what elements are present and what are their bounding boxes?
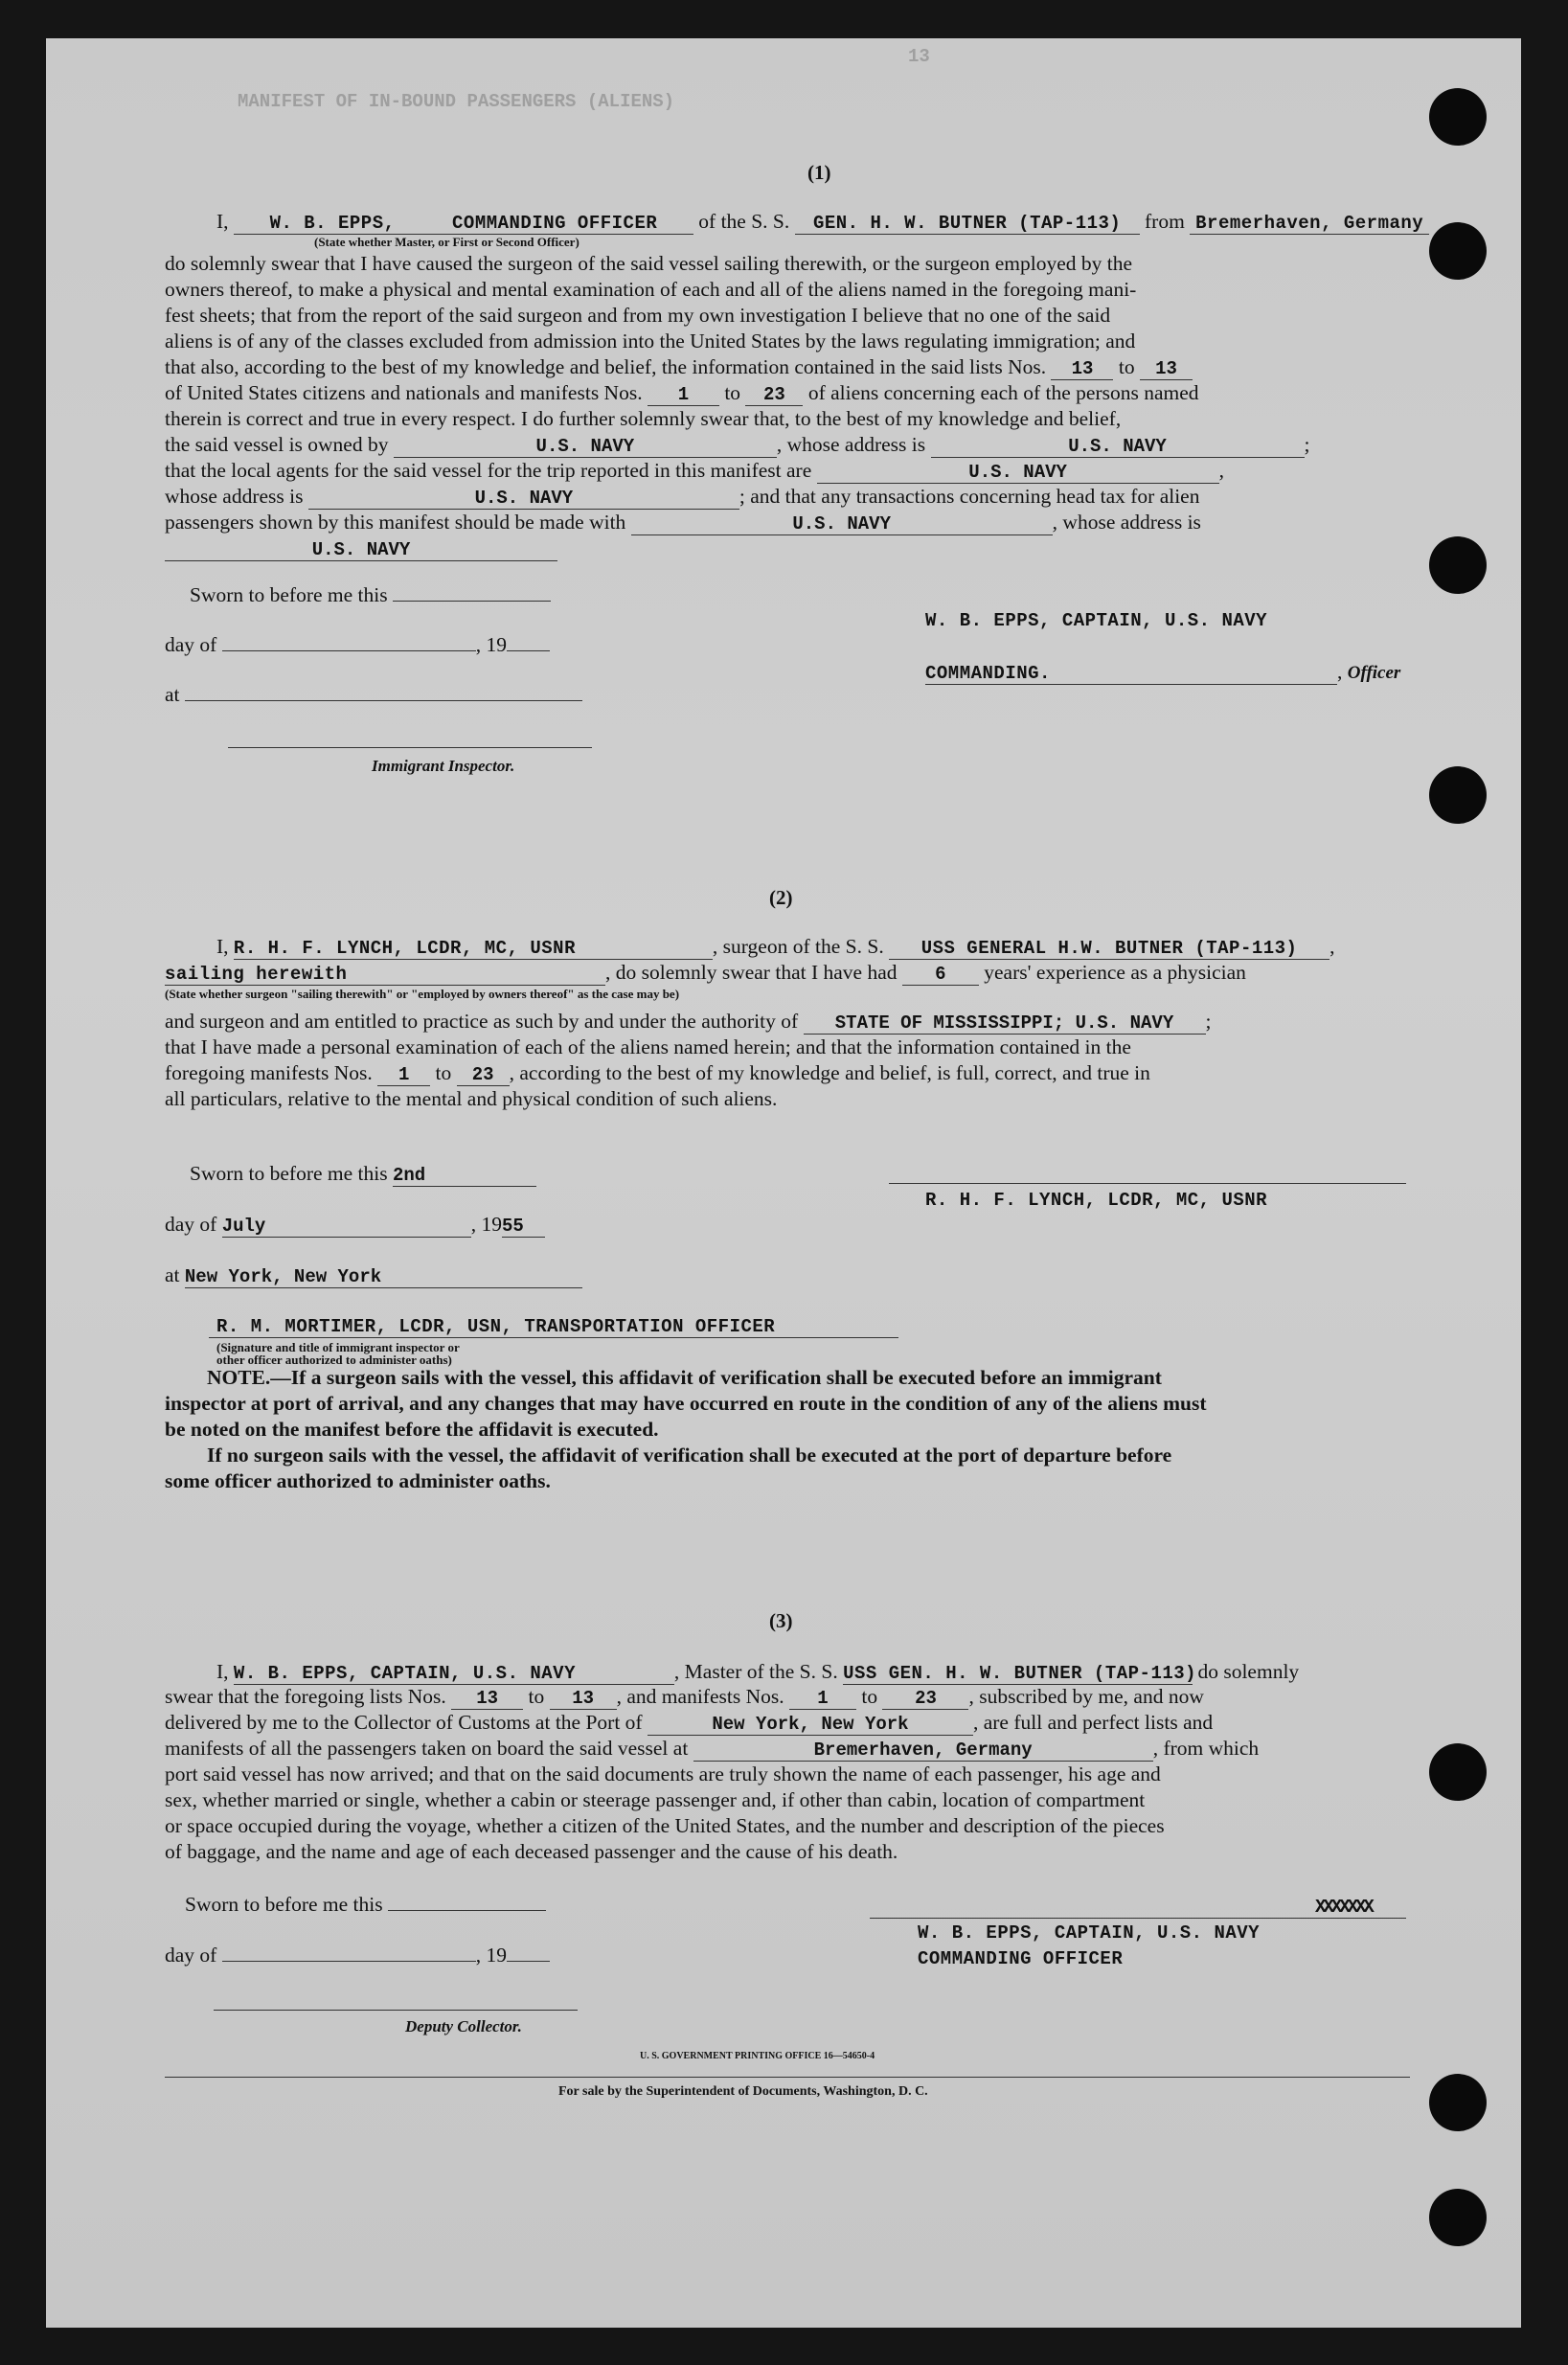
officer-signature: R. M. MORTIMER, LCDR, USN, TRANSPORTATION OFFICER bbox=[216, 1316, 776, 1337]
section-3-signature-line2: COMMANDING OFFICER bbox=[918, 1948, 1124, 1969]
punch-hole-icon bbox=[1429, 88, 1487, 146]
authority-field: STATE OF MISSISSIPPI; U.S. NAVY bbox=[804, 1012, 1206, 1035]
section-3-vessel-field: USS GEN. H. W. BUTNER (TAP-113) bbox=[843, 1663, 1197, 1684]
section-1-day-of: day of , 19 bbox=[165, 632, 550, 657]
punch-hole-icon bbox=[1429, 766, 1487, 824]
section-2-manifest-from: 1 bbox=[377, 1064, 430, 1086]
sworn-day-field: 2nd bbox=[393, 1165, 536, 1187]
section-3-list-to: 13 bbox=[550, 1688, 617, 1710]
punch-hole-icon bbox=[1429, 536, 1487, 594]
surgeon-signature: R. H. F. LYNCH, LCDR, MC, USNR bbox=[925, 1190, 1268, 1211]
bleed-through-mark: 13 bbox=[908, 46, 930, 67]
section-1-signature-line2: COMMANDING. , Officer bbox=[925, 660, 1401, 684]
owner-field: U.S. NAVY bbox=[394, 436, 777, 458]
section-2-manifest-to: 23 bbox=[457, 1064, 510, 1086]
master-name-field: W. B. EPPS, CAPTAIN, U.S. NAVY bbox=[234, 1663, 674, 1685]
master-signature-line bbox=[870, 1918, 1406, 1919]
punch-hole-icon bbox=[1429, 222, 1487, 280]
section-3-manifest-to: 23 bbox=[882, 1688, 968, 1710]
section-1-signature-line1: W. B. EPPS, CAPTAIN, U.S. NAVY bbox=[925, 610, 1268, 631]
sailing-status-field: sailing herewith bbox=[165, 964, 605, 986]
agents-field: U.S. NAVY bbox=[817, 462, 1219, 484]
section-2-note: NOTE.—If a surgeon sails with the vessel, this affidavit of verification shall be executed before an immigrant inspector at port of arrival, and any changes that may have occurred en route in the condition of any of the aliens must be noted on the manifest before the affidavit is executed. If no surgeon sails with the vessel, the affidavit of verification shall be executed at the port of departure before some officer authorized to administer oaths. bbox=[165, 1366, 1207, 1492]
section-2-vessel-field: USS GENERAL H.W. BUTNER (TAP-113) bbox=[889, 938, 1329, 960]
punch-hole-icon bbox=[1429, 2189, 1487, 2246]
arrival-port-field: New York, New York bbox=[648, 1714, 973, 1736]
section-2-at: at New York, New York bbox=[165, 1262, 582, 1288]
officer-title-caption: (State whether Master, or First or Second Officer) bbox=[314, 235, 579, 249]
collector-signature-line bbox=[214, 2010, 578, 2011]
section-3-manifest-from: 1 bbox=[789, 1688, 856, 1710]
departure-port-field: Bremerhaven, Germany bbox=[1190, 213, 1429, 235]
officer-name-field: W. B. EPPS, COMMANDING OFFICER bbox=[234, 213, 693, 235]
section-3-list-from: 13 bbox=[451, 1688, 523, 1710]
section-2-body: and surgeon and am entitled to practice as such by and under the authority of STATE OF MISSISSIPPI; U.S. NAVY ; that I have made a personal examination of each of the aliens named herein; and that the information contained in the foregoing manifests Nos. 1 to 23 , according to the best of my knowledge and belief, is full, correct, and true in all particulars, relative to the mental and physical condition of such aliens. bbox=[165, 1010, 1212, 1110]
section-2-opening-line: I, R. H. F. LYNCH, LCDR, MC, USNR , surgeon of the S. S. USS GENERAL H.W. BUTNER (TAP-113) , bbox=[216, 935, 1335, 959]
agents-address-field: U.S. NAVY bbox=[308, 488, 739, 510]
surgeon-name-field: R. H. F. LYNCH, LCDR, MC, USNR bbox=[234, 938, 713, 960]
section-3-sworn: Sworn to before me this bbox=[185, 1892, 546, 1917]
head-tax-party-field: U.S. NAVY bbox=[631, 513, 1053, 535]
section-3-number: (3) bbox=[769, 1609, 793, 1632]
for-sale-line: For sale by the Superintendent of Documents, Washington, D. C. bbox=[558, 2084, 928, 2099]
section-2-day-of: day of July , 1955 bbox=[165, 1212, 545, 1238]
section-1-at: at bbox=[165, 682, 582, 707]
section-1-number: (1) bbox=[807, 161, 831, 184]
list-from-field: 13 bbox=[1051, 358, 1113, 380]
punch-hole-icon bbox=[1429, 1743, 1487, 1801]
owner-address-field: U.S. NAVY bbox=[931, 436, 1305, 458]
manifest-to-field: 23 bbox=[745, 384, 803, 406]
month-field: July bbox=[222, 1216, 471, 1238]
vessel-name-field: GEN. H. W. BUTNER (TAP-113) bbox=[795, 213, 1140, 235]
section-2-sailing-line: sailing herewith , do solemnly swear that I have had 6 years' experience as a physician bbox=[165, 961, 1246, 985]
section-3-opening-line: I, W. B. EPPS, CAPTAIN, U.S. NAVY , Master of the S. S. USS GEN. H. W. BUTNER (TAP-113) do solemnly bbox=[216, 1660, 1300, 1684]
collector-label: Deputy Collector. bbox=[405, 2017, 522, 2035]
footer-rule bbox=[165, 2077, 1410, 2078]
section-3-body: swear that the foregoing lists Nos. 13 to 13 , and manifests Nos. 1 to 23 , subscribed by me, and now delivered by me to the Collector of Customs at the Port of New York, New York , are full and perfect lists and manifests of all the passengers taken on board the said vessel at Bremerhaven, Germany , from which port said vessel has now arrived; and that on the said documents are truly shown the name of each passenger, his age and sex, whether married or single, whether a cabin or steerage passenger and, if other than cabin, location of compartment or space occupied during the voyage, whether a citizen of the United States, and the number and description of the pieces of baggage, and the name and age of each deceased passenger and the cause of his death. bbox=[165, 1685, 1260, 1863]
section-1-sworn: Sworn to before me this bbox=[190, 582, 551, 607]
sailing-caption: (State whether surgeon "sailing therewith" or "employed by owners thereof" as the case may be) bbox=[165, 987, 680, 1001]
section-2-sworn: Sworn to before me this 2nd bbox=[190, 1161, 536, 1187]
bleed-through-header: MANIFEST OF IN-BOUND PASSENGERS (ALIENS) bbox=[238, 91, 675, 112]
section-3-signature-line1: W. B. EPPS, CAPTAIN, U.S. NAVY bbox=[918, 1922, 1261, 1944]
boarded-at-field: Bremerhaven, Germany bbox=[693, 1740, 1153, 1762]
punch-hole-icon bbox=[1429, 2074, 1487, 2131]
manifest-from-field: 1 bbox=[648, 384, 719, 406]
section-1-opening-line: I, W. B. EPPS, COMMANDING OFFICER of the S. S. GEN. H. W. BUTNER (TAP-113) from Bremerhaven, Germany bbox=[216, 209, 1429, 235]
printing-office-line: U. S. GOVERNMENT PRINTING OFFICE 16—54650-4 bbox=[640, 2051, 875, 2061]
years-experience-field: 6 bbox=[902, 964, 979, 986]
list-to-field: 13 bbox=[1140, 358, 1193, 380]
section-2-number: (2) bbox=[769, 886, 793, 909]
section-1-body: do solemnly swear that I have caused the surgeon of the said vessel sailing therewith, or the surgeon employed by the owners thereof, to make a physical and mental examination of each and all of the aliens named in the foregoing mani- fest sheets; that from the report of the said surgeon and from my own investigation I believe that no one of the said aliens is of any of the classes excluded from admission into the United States by the laws regulating immigration; and that also, according to the best of my knowledge and belief, the information contained in the said lists Nos. 13 to 13 of United States citizens and nationals and manifests Nos. 1 to 23 of aliens concerning each of the persons named therein is correct and true in every respect. I do further solemnly swear that, to the best of my knowledge and belief, the said vessel is owned by U.S. NAVY , whose address is U.S. NAVY ; that the local agents for the said vessel for the trip reported in this manifest are U.S. NAVY , whose address is U.S. NAVY ; and that any transactions concerning head tax for alien passengers shown by this manifest should be made with U.S. NAVY , whose address is U.S. NAVY bbox=[165, 252, 1310, 560]
officer-caption: (Signature and title of immigrant inspector or other officer authorized to administer oaths) bbox=[216, 1340, 460, 1367]
inspector-label: Immigrant Inspector. bbox=[372, 757, 515, 775]
manifest-page bbox=[46, 38, 1521, 2328]
year-field: 55 bbox=[502, 1216, 545, 1238]
section-3-day-of: day of , 19 bbox=[165, 1943, 550, 1967]
place-field: New York, New York bbox=[185, 1266, 582, 1288]
officer-signature-line bbox=[209, 1337, 898, 1338]
struck-text: XXXXXXX bbox=[1315, 1897, 1372, 1918]
surgeon-signature-line bbox=[889, 1183, 1406, 1184]
head-tax-address-field: U.S. NAVY bbox=[165, 539, 557, 561]
inspector-signature-line bbox=[228, 747, 592, 748]
